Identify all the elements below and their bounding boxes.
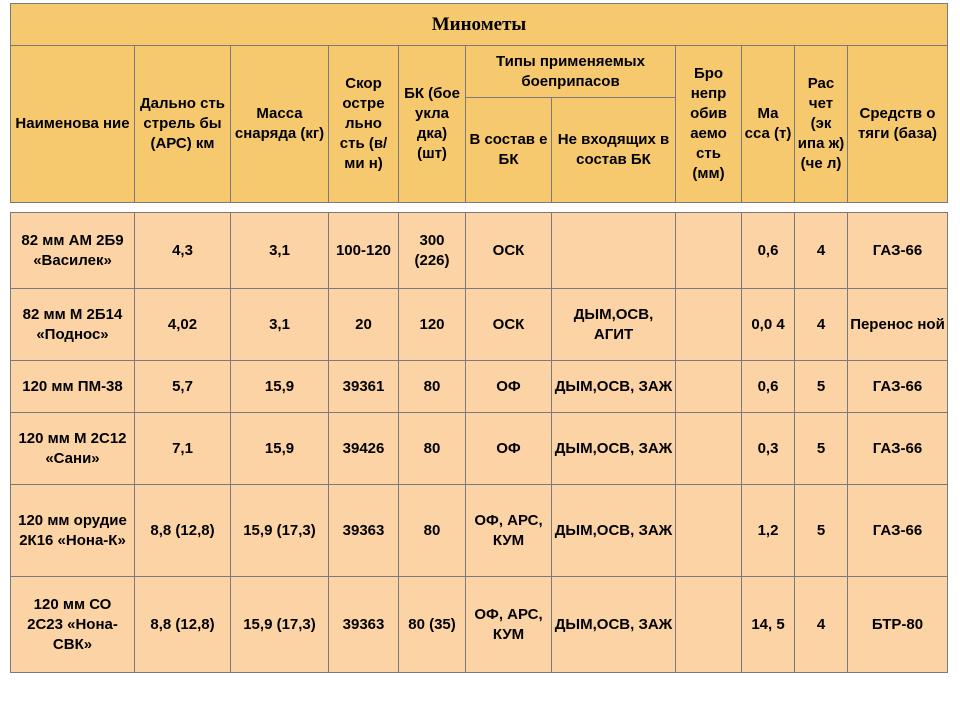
cell-name: 120 мм орудие 2К16 «Нона-К» — [11, 485, 135, 577]
cell-not-in-load: ДЫМ,ОСВ, ЗАЖ — [552, 361, 676, 413]
cell-in-load: ОСК — [466, 213, 552, 289]
cell-in-load: ОСК — [466, 289, 552, 361]
cell-armor — [676, 289, 742, 361]
cell-fire-rate: 20 — [329, 289, 399, 361]
cell-fire-rate: 100-120 — [329, 213, 399, 289]
cell-traction: ГАЗ-66 — [848, 413, 948, 485]
cell-ammo-load: 80 — [399, 361, 466, 413]
cell-mass: 1,2 — [742, 485, 795, 577]
cell-ammo-load: 80 — [399, 413, 466, 485]
header-range: Дально сть стрель бы (АРС) км — [135, 46, 231, 203]
data-table — [10, 212, 948, 673]
cell-mass: 0,0 4 — [742, 289, 795, 361]
cell-range: 8,8 (12,8) — [135, 485, 231, 577]
header-ammo-load: БК (бое укла дка) (шт) — [399, 46, 466, 203]
cell-ammo-load: 80 (35) — [399, 577, 466, 673]
cell-in-load: ОФ, АРС, КУМ — [466, 485, 552, 577]
header-shell-mass: Масса снаряда (кг) — [231, 46, 329, 203]
header-separator — [10, 203, 948, 212]
header-crew: Рас чет (эк ипа ж) (че л) — [795, 46, 848, 203]
cell-not-in-load — [552, 213, 676, 289]
header-ammo-types: Типы применяемых боеприпасов — [466, 46, 676, 98]
cell-mass: 0,6 — [742, 213, 795, 289]
cell-traction: Перенос ной — [848, 289, 948, 361]
cell-name: 120 мм ПМ-38 — [11, 361, 135, 413]
header-name: Наименова ние — [11, 46, 135, 203]
cell-traction: ГАЗ-66 — [848, 213, 948, 289]
cell-ammo-load: 120 — [399, 289, 466, 361]
cell-crew: 5 — [795, 485, 848, 577]
cell-shell-mass: 15,9 (17,3) — [231, 577, 329, 673]
header-mass: Ма сса (т) — [742, 46, 795, 203]
cell-armor — [676, 413, 742, 485]
cell-traction: ГАЗ-66 — [848, 361, 948, 413]
cell-fire-rate: 39426 — [329, 413, 399, 485]
cell-armor — [676, 485, 742, 577]
cell-name: 82 мм М 2Б14 «Поднос» — [11, 289, 135, 361]
table-row — [11, 413, 948, 485]
table-row — [11, 213, 948, 289]
table-row — [11, 289, 948, 361]
cell-mass: 0,6 — [742, 361, 795, 413]
cell-range: 4,3 — [135, 213, 231, 289]
cell-shell-mass: 3,1 — [231, 289, 329, 361]
cell-mass: 14, 5 — [742, 577, 795, 673]
cell-fire-rate: 39363 — [329, 577, 399, 673]
cell-range: 5,7 — [135, 361, 231, 413]
cell-not-in-load: ДЫМ,ОСВ, ЗАЖ — [552, 485, 676, 577]
header-armor: Бро непр обив аемо сть (мм) — [676, 46, 742, 203]
cell-traction: ГАЗ-66 — [848, 485, 948, 577]
cell-traction: БТР-80 — [848, 577, 948, 673]
cell-ammo-load: 80 — [399, 485, 466, 577]
cell-in-load: ОФ — [466, 361, 552, 413]
cell-name: 120 мм М 2С12 «Сани» — [11, 413, 135, 485]
table-body — [11, 213, 948, 673]
cell-shell-mass: 3,1 — [231, 213, 329, 289]
cell-ammo-load: 300 (226) — [399, 213, 466, 289]
header-fire-rate: Скор остре льно сть (в/ми н) — [329, 46, 399, 203]
cell-fire-rate: 39361 — [329, 361, 399, 413]
cell-fire-rate: 39363 — [329, 485, 399, 577]
cell-shell-mass: 15,9 (17,3) — [231, 485, 329, 577]
cell-range: 8,8 (12,8) — [135, 577, 231, 673]
cell-in-load: ОФ — [466, 413, 552, 485]
header-in-load: В состав е БК — [466, 98, 552, 203]
cell-crew: 4 — [795, 213, 848, 289]
cell-not-in-load: ДЫМ,ОСВ, ЗАЖ — [552, 577, 676, 673]
cell-armor — [676, 213, 742, 289]
table-row — [11, 361, 948, 413]
cell-range: 7,1 — [135, 413, 231, 485]
cell-armor — [676, 577, 742, 673]
table-row — [11, 577, 948, 673]
cell-mass: 0,3 — [742, 413, 795, 485]
table-title: Минометы — [11, 4, 948, 46]
cell-crew: 4 — [795, 577, 848, 673]
cell-crew: 5 — [795, 361, 848, 413]
cell-name: 120 мм СО 2С23 «Нона-СВК» — [11, 577, 135, 673]
header-not-in-load: Не входящих в состав БК — [552, 98, 676, 203]
cell-crew: 5 — [795, 413, 848, 485]
cell-crew: 4 — [795, 289, 848, 361]
cell-not-in-load: ДЫМ,ОСВ, ЗАЖ — [552, 413, 676, 485]
cell-shell-mass: 15,9 — [231, 361, 329, 413]
header-traction: Средств о тяги (база) — [848, 46, 948, 203]
table-row — [11, 485, 948, 577]
cell-name: 82 мм АМ 2Б9 «Василек» — [11, 213, 135, 289]
cell-shell-mass: 15,9 — [231, 413, 329, 485]
header-table — [10, 3, 948, 203]
cell-armor — [676, 361, 742, 413]
cell-in-load: ОФ, АРС, КУМ — [466, 577, 552, 673]
cell-not-in-load: ДЫМ,ОСВ, АГИТ — [552, 289, 676, 361]
cell-range: 4,02 — [135, 289, 231, 361]
